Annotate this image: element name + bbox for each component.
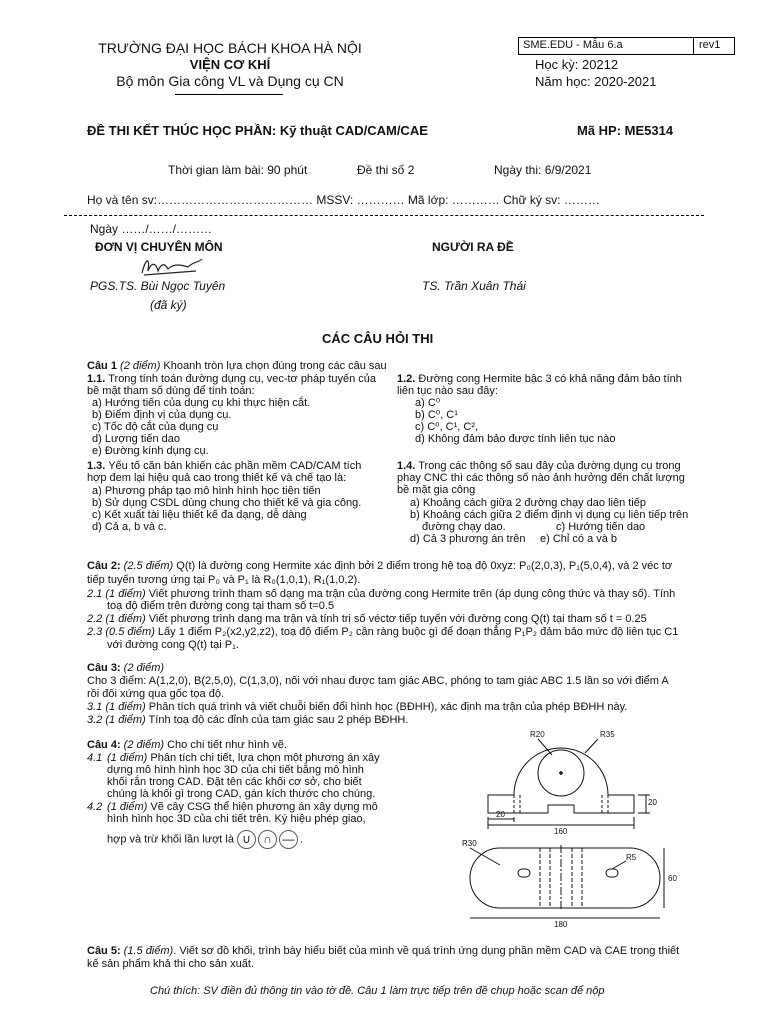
q11-line2: bề mặt tham số dùng để tính toán: xyxy=(87,385,255,397)
q11-option-e: e) Đường kính dụng cụ. xyxy=(92,445,209,457)
q11-option-b: b) Điểm định vị của dụng cụ. xyxy=(92,409,232,421)
q3-line2: rồi đối xứng qua gốc tọa độ. xyxy=(87,688,225,700)
q5-stem xyxy=(87,945,679,958)
q32 xyxy=(87,714,408,727)
questions-heading: CÁC CÂU HỎI THI xyxy=(322,331,434,346)
q14-number: 1.4. xyxy=(397,460,416,472)
q14-option-e: e) Chỉ có a và b xyxy=(540,533,618,545)
q23 xyxy=(87,626,678,639)
semester-row xyxy=(535,57,618,72)
q3-label: Câu 3: xyxy=(87,662,121,674)
q13-line2: hợp đem lại hiệu quả cao trong thiết kế và chế tạo là: xyxy=(87,472,347,484)
q2-label: Câu 2: xyxy=(87,560,121,572)
q42-line2: hình hình học 3D của chi tiết trên. Ký hiệu phép giao, xyxy=(107,813,366,825)
q11-option-d: d) Lượng tiến dao xyxy=(92,433,180,445)
exam-number: Đề thi số 2 xyxy=(357,163,415,177)
q13-line1: Yếu tố căn bản khiến các phần mềm CAD/CAM tích xyxy=(105,460,362,472)
q23-points: (0.5 điểm) xyxy=(102,626,155,638)
q32-number: 3.2 xyxy=(87,714,103,726)
q14-line3: bề mặt gia công xyxy=(397,484,476,496)
exam-title: ĐỀ THI KẾT THÚC HỌC PHẦN: Kỹ thuật CAD/CAM/CAE xyxy=(87,123,428,138)
signed-note: (đã ký) xyxy=(150,298,187,312)
dim-160: 160 xyxy=(554,827,568,836)
student-info-line: Họ và tên sv:………………………………… MSSV: ………… Mã lớp: ………… Chữ ký sv: ……… xyxy=(87,193,600,207)
technical-drawing xyxy=(440,725,690,935)
q42-line1: Vẽ cây CSG thể hiện phương án xây dựng mô xyxy=(147,801,378,813)
q42-line3-text: hợp và trừ khối lần lượt là xyxy=(107,833,234,846)
q5-line1: . Viết sơ đồ khối, trình bày hiểu biết của mình về quá trình ứng dụng phần mềm CAD và CAE trong thiết xyxy=(173,945,680,957)
q41-line4: chúng là khối gì trong CAD, gán kích thước cho chúng. xyxy=(107,788,376,800)
header-underline xyxy=(175,94,283,95)
q4-points: (2 điểm) xyxy=(120,739,165,751)
q11-option-a: a) Hướng tiến của dụng cụ khi thực hiện cắt. xyxy=(92,397,311,409)
q12-option-c: c) C⁰, C¹, C², xyxy=(415,421,479,433)
front-view xyxy=(488,739,650,829)
exam-duration: Thời gian làm bài: 90 phút xyxy=(168,163,308,177)
q31 xyxy=(87,701,627,714)
q14-line2: phay CNC thì các thông số nào ảnh hưởng đến chất lượng xyxy=(397,472,685,484)
q2-line2: tiếp tuyến tương ứng tại P₀ và P₁ là R₀(1,0,1), R₁(1,0,2). xyxy=(87,574,361,586)
q4-label: Câu 4: xyxy=(87,739,121,751)
q41-number: 4.1 xyxy=(87,752,103,764)
q12-option-b: b) C⁰, C¹ xyxy=(415,409,458,421)
q21-points: (1 điểm) xyxy=(102,588,146,600)
dim-height-20: 20 xyxy=(648,798,657,807)
dim-180: 180 xyxy=(554,920,568,929)
q1-intro xyxy=(87,360,387,373)
q4-stem xyxy=(87,739,287,752)
q42-number: 4.2 xyxy=(87,801,103,813)
q22-line1: Viết phương trình dạng ma trận và tính trị số véctơ tiếp tuyến với đường cong Q(t) tại tham số t = 0.25 xyxy=(145,613,647,625)
q42-points: (1 điểm) xyxy=(107,801,148,813)
q5-label: Câu 5: xyxy=(87,945,121,957)
q21-line1: Viết phương trình tham số dạng ma trận của đường cong Hermite trên (áp dụng công thức và thay số). Tính xyxy=(145,588,676,600)
dim-r20: R20 xyxy=(530,730,545,739)
top-view-slot-right xyxy=(606,869,618,877)
q3-stem xyxy=(87,662,164,675)
q11-option-c: c) Tốc độ cắt của dụng cụ xyxy=(92,421,219,433)
q32-points: (1 điểm) xyxy=(102,714,146,726)
revision: rev1 xyxy=(699,39,721,51)
year-label: Năm học: xyxy=(535,74,591,89)
q31-line1: Phân tích quá trình và viết chuỗi biến đổi hình học (BĐHH), xác định ma trận của phép BĐHH này. xyxy=(145,701,628,713)
intersection-symbol-icon: ∩ xyxy=(258,830,277,849)
q4-intro: Cho chi tiết như hình vẽ. xyxy=(164,739,287,751)
q12-number: 1.2. xyxy=(397,373,416,385)
q41-line3: khối rắn trong CAD. Đặt tên các khối cơ sở, cho biết xyxy=(107,776,362,788)
q41-points: (1 điểm) xyxy=(107,752,148,764)
q23-number: 2.3 xyxy=(87,626,103,638)
q13-option-d: d) Cả a, b và c. xyxy=(92,521,167,533)
signature-image xyxy=(136,253,206,281)
subtraction-symbol-icon: — xyxy=(279,830,298,849)
q12-option-d: d) Không đảm bảo được tính liên tục nào xyxy=(415,433,616,445)
q31-points: (1 điểm) xyxy=(102,701,146,713)
q23-line1: Lấy 1 điểm P₂(x2,y2,z2), toạ độ điểm P₂ cần ràng buộc gì để đoạn thẳng P₁P₂ đảm bảo mức độ liên tục C1 xyxy=(154,626,679,638)
unit-signer: PGS.TS. Bùi Ngọc Tuyên xyxy=(90,279,226,293)
q22-points: (1 điểm) xyxy=(102,613,146,625)
dim-r5: R5 xyxy=(626,853,637,862)
footer-note: Chú thích: SV điền đủ thông tin vào tờ đề. Câu 1 làm trực tiếp trên đề chụp hoặc scan để nộp xyxy=(150,985,605,997)
cut-line xyxy=(64,215,704,216)
date-line: Ngày ……/……/……… xyxy=(90,222,213,236)
exam-date: Ngày thi: 6/9/2021 xyxy=(494,163,592,177)
q22-number: 2.2 xyxy=(87,613,103,625)
q41-line2: dựng mô hình hình học 3D của chi tiết bằng mô hình xyxy=(107,764,364,776)
unit-label: ĐƠN VỊ CHUYÊN MÔN xyxy=(95,240,223,254)
q13-option-c: c) Kết xuất tài liệu thiết kế đa dạng, dễ dàng xyxy=(92,509,307,521)
form-box-divider xyxy=(693,38,694,54)
q14-option-d: d) Cả 3 phương án trên xyxy=(410,533,526,545)
q13-option-a: a) Phương pháp tạo mô hình hình học tiên tiến xyxy=(92,485,321,497)
q23-line2: với đường cong Q(t) tại P₁. xyxy=(107,639,239,651)
author-label: NGƯỜI RA ĐỀ xyxy=(432,240,514,254)
q2-line1: Q(t) là đường cong Hermite xác định bởi 2 điểm trong hệ toạ độ 0xyz: P₀(2,0,3), P₁(5,0,4), và 2 véc tơ xyxy=(173,560,673,572)
dim-r30: R30 xyxy=(462,839,477,848)
q21-line2: toạ độ điểm trên đường cong tại tham số t=0.5 xyxy=(107,600,335,612)
q41-line1: Phân tích chi tiết, lựa chọn một phương án xây xyxy=(147,752,380,764)
q5-line2: kế sản phẩm khả thi cho sản xuất. xyxy=(87,958,254,970)
q14-option-b: b) Khoảng cách giữa 2 điểm định vị dụng cụ liên tiếp trên xyxy=(410,509,689,521)
author-signer: TS. Trần Xuân Thái xyxy=(422,279,526,293)
q14-option-b-cont: đường chạy dao. xyxy=(422,521,506,533)
q12-line1: Đường cong Hermite bậc 3 có khả năng đảm bảo tính xyxy=(415,373,682,385)
q11-number: 1.1. xyxy=(87,373,106,385)
q5-points: (1.5 điểm) xyxy=(120,945,174,957)
union-symbol-icon: ∪ xyxy=(237,830,256,849)
q42-line3: hợp và trừ khối lần lượt là ∪ ∩ — . xyxy=(107,830,303,849)
q14-option-a: a) Khoảng cách giữa 2 đường chạy dao liên tiếp xyxy=(410,497,646,509)
department-name: Bộ môn Gia công VL và Dụng cụ CN xyxy=(116,73,344,89)
form-code-box xyxy=(518,37,735,55)
dim-60: 60 xyxy=(668,874,677,883)
form-code: SME.EDU - Mẫu 6.a xyxy=(523,39,623,51)
semester-value: 20212 xyxy=(581,57,619,72)
q13-number: 1.3. xyxy=(87,460,106,472)
q32-line1: Tính toạ độ các đỉnh của tam giác sau 2 phép BĐHH. xyxy=(145,714,409,726)
year-row xyxy=(535,74,656,89)
course-code: Mã HP: ME5314 xyxy=(577,123,674,138)
q31-number: 3.1 xyxy=(87,701,103,713)
university-name: TRƯỜNG ĐẠI HỌC BÁCH KHOA HÀ NỘI xyxy=(98,40,362,56)
semester-label: Học kỳ: xyxy=(535,57,579,72)
q14-line1: Trong các thông số sau đây của đường dụng cụ trong xyxy=(415,460,681,472)
q12-option-a: a) C⁰ xyxy=(415,397,441,409)
q11-line1: Trong tính toán đường dụng cụ, vec-tơ pháp tuyến của xyxy=(105,373,377,385)
dim-r35: R35 xyxy=(600,730,615,739)
q21-number: 2.1 xyxy=(87,588,103,600)
q14-option-c: c) Hướng tiến dao xyxy=(556,521,646,533)
q3-line1: Cho 3 điểm: A(1,2,0), B(2,5,0), C(1,3,0), nối với nhau được tam giác ABC, phóng to tam giác ABC 1.5 lần so với điểm A xyxy=(87,675,669,687)
q1-label: Câu 1 xyxy=(87,360,117,372)
institute-name: VIỆN CƠ KHÍ xyxy=(189,57,271,72)
q22 xyxy=(87,613,647,626)
q2-stem xyxy=(87,560,672,573)
q1-points: (2 điểm) xyxy=(116,360,161,372)
dim-width-20: 20 xyxy=(496,810,505,819)
q3-points: (2 điểm) xyxy=(120,662,165,674)
q2-points: (2.5 điểm) xyxy=(120,560,174,572)
year-value: 2020-2021 xyxy=(594,74,657,89)
top-view-slot-left xyxy=(518,869,530,877)
q1-intro-text: Khoanh tròn lựa chọn đúng trong các câu sau xyxy=(160,360,387,372)
q12-line2: liên tục nào sau đây: xyxy=(397,385,498,397)
q13-option-b: b) Sử dụng CSDL dùng chung cho thiết kế và gia công. xyxy=(92,497,362,509)
